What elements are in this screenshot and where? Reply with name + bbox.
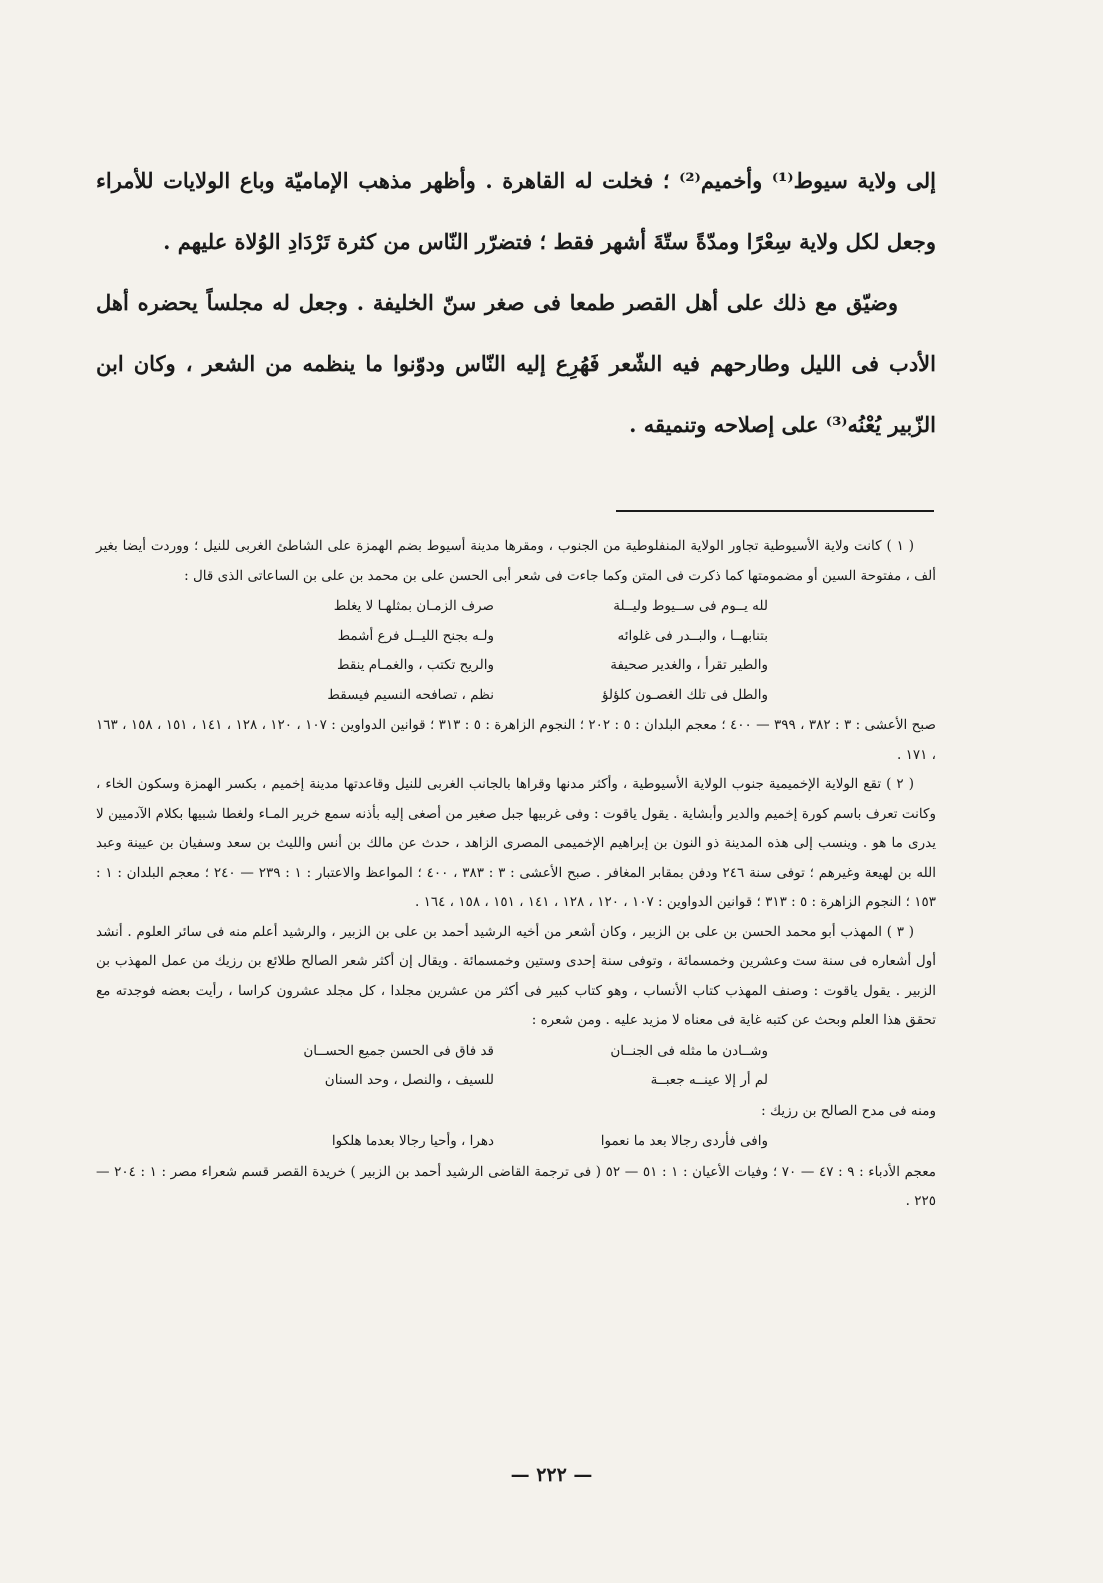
footnote-2: ( ٢ ) تقع الولاية الإخميمية جنوب الولاية الأسيوطية ، وأكثر مدنها وقراها بالجانب الغربى للنيل وقاعدتها مدينة إخميم ، بكسر الهمزة وسكون الخاء ، وكانت تعرف باسم كورة إخميم والدير وأبشاية . يقول ياقوت : وفى غربيها جبل صغير من أصغى إليه بأذنه سمع خرير المـاء ولغطا شبيها بكلام الآدميين لا يدرى ما هو . وينسب إلى هذه المدينة ذو النون بن إبراهيم الإخميمى المصرى الزاهد ، حدث عن مالك بن أنس والليث بن سعد وسفيان بن عيينة وعبد الله بن لهيعة وغيرهم ؛ توفى سنة ٢٤٦ ودفن بمقابر المغافر . صبح الأعشى : ٣ : ٣٨٣ ، ٤٠٠ ؛ المواعظ والاعتبار : ١ : ٢٣٩ — ٢٤٠ ؛ معجم البلدان : ١ : ١٥٣ ؛ النجوم الزاهرة : ٥ : ٣١٣ ؛ قوانين الدواوين : ١٠٧ ، ١٢٠ ، ١٢٨ ، ١٤١ ، ١٥١ ، ١٥٨ ، ١٦٤ . <box>96 776 936 910</box>
verse-hemistich-1: والطل فى تلك الغصـون كلؤلؤ <box>601 686 768 703</box>
verse-hemistich-2: دهرا ، وأحيا رجالا بعدما هلكوا <box>331 1133 494 1149</box>
verse-hemistich-2: صرف الزمـان بمثلهـا لا يغلط <box>333 598 494 614</box>
main-text <box>96 150 936 455</box>
verse <box>96 622 936 652</box>
footnote-1-poem <box>96 592 936 710</box>
verse-hemistich-2: نظم ، تصافحه النسيم فيسقط <box>327 686 494 703</box>
footnote-separator <box>616 510 934 512</box>
footnote-3-poem-2 <box>96 1127 936 1157</box>
footnote-3-poem <box>96 1037 936 1096</box>
verse <box>96 681 936 711</box>
verse <box>96 651 936 681</box>
verse-hemistich-1: والطير تقرأ ، والغدير صحيفة <box>610 657 768 673</box>
verse-hemistich-1: وافى فأردى رجالا بعد ما نعموا <box>600 1133 768 1149</box>
verse-hemistich-1: لم أر إلا عينــه جعبــة <box>650 1072 768 1088</box>
verse <box>96 1127 936 1157</box>
footnote-1: ( ١ ) كانت ولاية الأسيوطية تجاور الولاية المنفلوطية من الجنوب ، ومقرها مدينة أسيوط بضم الهمزة على الشاطئ الغربى للنيل ؛ ووردت أيضا بغير ألف ، مفتوحة السين أو مضمومتها كما ذكرت فى المتن وكما جاءت فى شعر أبى الحسن على بن محمد بن على بن الساعاتى الذى قال : <box>96 538 936 584</box>
verse-hemistich-1: وشــادن ما مثله فى الجنــان <box>610 1042 768 1059</box>
verse-hemistich-2: قد فاق فى الحسن جميع الحســان <box>303 1042 494 1059</box>
verse-hemistich-2: ولـه بجنح الليــل فرع أشمط <box>337 627 494 644</box>
footnote-3: ( ٣ ) المهذب أبو محمد الحسن بن على بن الزبير ، وكان أشعر من أخيه الرشيد أحمد بن على بن الزبير ، والرشيد أعلم منه فى سائر العلوم . أنشد أول أشعاره فى سنة ست وعشرين وخمسمائة ، وتوفى سنة إحدى وستين وخمسمائة . ويقال إن أكثر شعر الصالح طلائع بن رزيك من عمل المهذب بن الزبير . يقول ياقوت : وصنف المهذب كتاب الأنساب ، وهو كتاب كبير فى أكثر من عشرين مجلدا ، كل مجلد عشرون كراسا ، رأيت بعضه فوجدته مع تحقق هذا العلم وبحث عن كتبه غاية فى معناه لا مزيد عليه . ومن شعره : <box>96 923 936 1028</box>
paragraph-1: إلى ولاية سيوط⁽¹⁾ وأخميم⁽²⁾ ؛ فخلت له القاهرة . وأظهر مذهب الإماميّة وباع الولايات للأمراء وجعل لكل ولاية سِعْرًا ومدّةً ستّةَ أشهر فقط ؛ فتضرّر النّاس من كثرة تَرْدَادِ الوُلاة عليهم . <box>96 168 936 254</box>
verse-hemistich-1: بتنابهــا ، والبــدر فى غلوائه <box>617 627 768 644</box>
verse-hemistich-2: والريح تكتب ، والغمـام ينقط <box>337 657 494 673</box>
verse <box>96 1037 936 1067</box>
verse-hemistich-2: للسيف ، والنصل ، وحد السنان <box>324 1072 494 1088</box>
paragraph-2: وضيّق مع ذلك على أهل القصر طمعا فى صغر سنّ الخليفة . وجعل له مجلساً يحضره أهل الأدب فى الليل وطارحهم فيه الشّعر فَهُرِع إليه النّاس ودوّنوا ما ينظمه من الشعر ، وكان ابن الزّبير يُعْنُه⁽³⁾ على إصلاحه وتنميقه . <box>96 290 936 437</box>
verse-hemistich-1: لله يــوم فى ســيوط وليــلة <box>613 598 768 614</box>
page-number: — ٢٢٢ — <box>510 1464 593 1486</box>
footnote-3-references: معجم الأدباء : ٩ : ٤٧ — ٧٠ ؛ وفيات الأعيان : ١ : ٥١ — ٥٢ ( فى ترجمة القاضى الرشيد أحمد بن الزبير ) خريدة القصر قسم شعراء مصر : ١ : ٢٠٤ — ٢٢٥ . <box>96 1163 937 1209</box>
footnote-1-references: صبح الأعشى : ٣ : ٣٨٢ ، ٣٩٩ — ٤٠٠ ؛ معجم البلدان : ٥ : ٢٠٢ ؛ النجوم الزاهرة : ٥ : ٣١٣ ؛ قوانين الدواوين : ١٠٧ ، ١٢٠ ، ١٢٨ ، ١٤١ ، ١٥١ ، ١٥٨ ، ١٦٣ ، ١٧١ . <box>96 717 936 763</box>
verse <box>96 592 936 622</box>
verse <box>96 1066 936 1096</box>
footnotes <box>96 532 936 1217</box>
footnote-3-intro: ومنه فى مدح الصالح بن رزيك : <box>761 1102 936 1119</box>
